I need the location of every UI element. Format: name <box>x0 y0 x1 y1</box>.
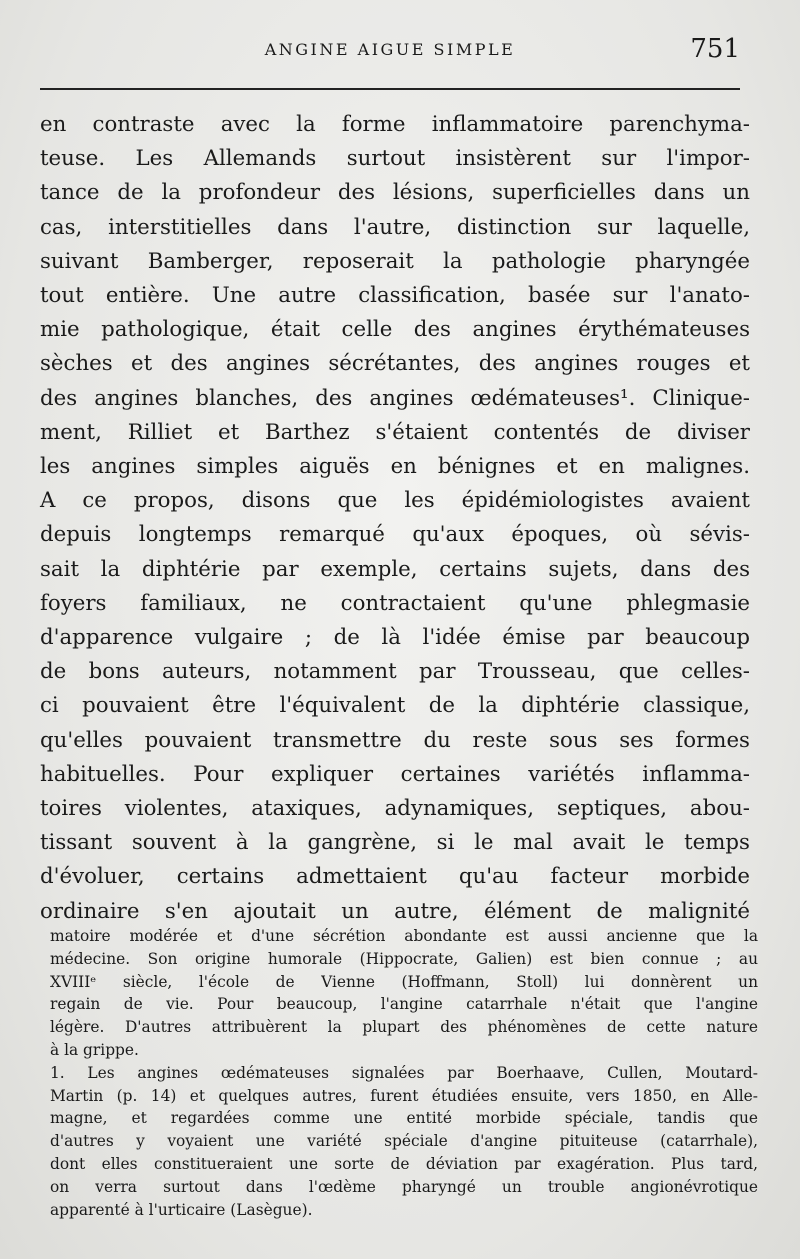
text-line: d'évoluer, certains admettaient qu'au facteur morbide <box>40 864 750 890</box>
footnote-line: on verra surtout dans l'œdème pharyngé un trouble angionévrotique <box>50 1177 758 1196</box>
footnote-line: apparenté à l'urticaire (Lasègue). <box>50 1200 313 1219</box>
footnote-line: matoire modérée et d'une sécrétion abondante est aussi ancienne que la <box>50 927 758 945</box>
text-line: en contraste avec la forme inflammatoire parenchyma- <box>40 112 750 137</box>
page-number: 751 <box>690 34 740 64</box>
footnote-line: d'autres y voyaient une variété spéciale d'angine pituiteuse (catarrhale), <box>50 1132 758 1151</box>
footnote-line: médecine. Son origine humorale (Hippocrate, Galien) est bien connue ; au <box>50 949 758 968</box>
text-line: sait la diphtérie par exemple, certains sujets, dans des <box>40 556 750 582</box>
footnote-line: XVIIIᵉ siècle, l'école de Vienne (Hoffmann, Stoll) lui donnèrent un <box>50 972 758 991</box>
text-line: d'apparence vulgaire ; de là l'idée émise par beaucoup <box>40 625 750 651</box>
footnote-line: regain de vie. Pour beaucoup, l'angine catarrhale n'était que l'angine <box>50 995 758 1014</box>
main-text <box>40 108 750 929</box>
text-line: qu'elles pouvaient transmettre du reste sous ses formes <box>40 727 750 753</box>
text-line: suivant Bamberger, reposerait la pathologie pharyngée <box>40 248 750 274</box>
text-line: teuse. Les Allemands surtout insistèrent sur l'impor- <box>40 146 750 172</box>
text-line: cas, interstitielles dans l'autre, distinction sur laquelle, <box>40 214 750 240</box>
text-line: mie pathologique, était celle des angines érythémateuses <box>40 317 750 343</box>
text-line: toires violentes, ataxiques, adynamiques, septiques, abou- <box>40 796 750 822</box>
text-line: tissant souvent à la gangrène, si le mal avait le temps <box>40 830 750 856</box>
text-line: de bons auteurs, notamment par Trousseau, que celles- <box>40 659 750 685</box>
text-line: depuis longtemps remarqué qu'aux époques, où sévis- <box>40 522 750 548</box>
footnote-line: magne, et regardées comme une entité morbide spéciale, tandis que <box>50 1109 758 1128</box>
footnote-line: légère. D'autres attribuèrent la plupart des phénomènes de cette nature <box>50 1018 758 1037</box>
text-line: les angines simples aiguës en bénignes et en malignes. <box>40 454 750 480</box>
footnote-line: Martin (p. 14) et quelques autres, furent étudiées ensuite, vers 1850, en Alle- <box>50 1086 758 1105</box>
page-header <box>40 30 740 70</box>
text-line: des angines blanches, des angines œdémateuses¹. Clinique- <box>40 385 750 411</box>
header-rule <box>40 88 740 90</box>
text-line: ment, Rilliet et Barthez s'étaient contentés de diviser <box>40 419 750 445</box>
text-line: sèches et des angines sécrétantes, des angines rouges et <box>40 351 750 377</box>
footnote-line: dont elles constitueraient une sorte de déviation par exagération. Plus tard, <box>50 1154 758 1173</box>
text-line: ci pouvaient être l'équivalent de la diphtérie classique, <box>40 693 750 719</box>
text-line: A ce propos, disons que les épidémiologistes avaient <box>40 488 750 514</box>
text-line: ordinaire s'en ajoutait un autre, élément de malignité <box>40 898 750 924</box>
running-title: ANGINE AIGUE SIMPLE <box>264 40 516 59</box>
footnotes <box>50 925 758 1221</box>
text-line: habituelles. Pour expliquer certaines variétés inflamma- <box>40 761 750 787</box>
text-line: foyers familiaux, ne contractaient qu'une phlegmasie <box>40 590 750 616</box>
footnote-line: à la grippe. <box>50 1040 139 1059</box>
text-line: tance de la profondeur des lésions, superficielles dans un <box>40 180 750 206</box>
text-line: tout entière. Une autre classification, basée sur l'anato- <box>40 283 750 309</box>
footnote-line: 1. Les angines œdémateuses signalées par Boerhaave, Cullen, Moutard- <box>50 1063 758 1082</box>
